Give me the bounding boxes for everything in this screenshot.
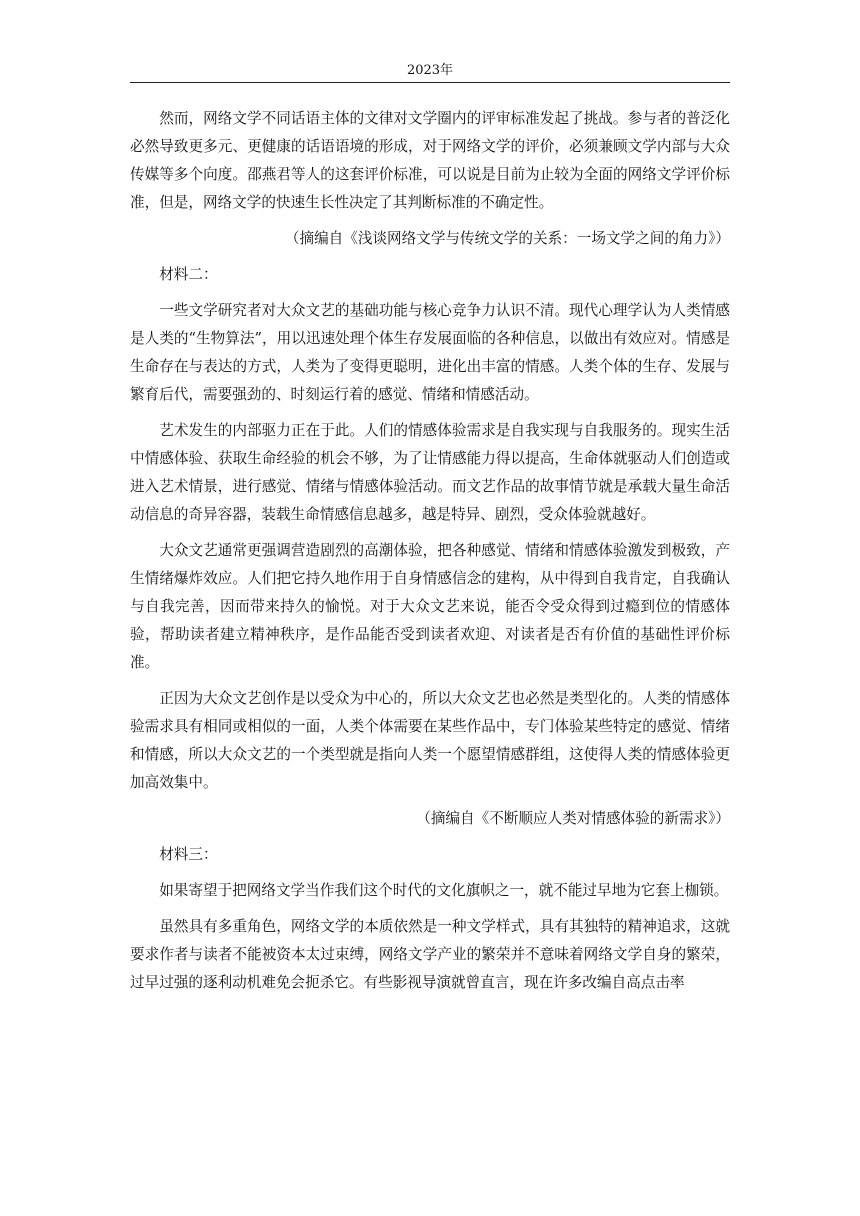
paragraph-3: 艺术发生的内部驱力正在于此。人们的情感体验需求是自我实现与自我服务的。现实生活中情感体验、获取生命经验的机会不够，为了让情感能力得以提高，生命体就驱动人们创造或进入艺术情景，进行感觉、情绪与情感体验活动。而文艺作品的故事情节就是承载大量生命活动信息的奇异容器，装载生命情感信息越多，越是特异、剧烈，受众体验就越好。 — [130, 422, 730, 523]
paragraph-7: 虽然具有多重角色，网络文学的本质依然是一种文学样式，具有其独特的精神追求，这就要求作者与读者不能被资本太过束缚，网络文学产业的繁荣并不意味着网络文学自身的繁荣，过早过强的逐利动机难免会扼杀它。有些影视导演就曾直言，现在许多改编自高点击率 — [130, 918, 730, 991]
source-citation-2: （摘编自《不断顺应人类对情感体验的新需求》） — [416, 810, 730, 827]
paragraph-4: 大众文艺通常更强调营造剧烈的高潮体验，把各种感觉、情绪和情感体验激发到极致，产生情绪爆炸效应。人们把它持久地作用于自身情感信念的建构，从中得到自我肯定，自我确认与自我完善，因而带来持久的愉悦。对于大众文艺来说，能否令受众得到过瘾到位的情感体验，帮助读者建立精神秩序，是作品能否受到读者欢迎、对读者是否有价值的基础性评价标准。 — [130, 542, 730, 671]
section-label-material-2: 材料二： — [159, 266, 218, 283]
paragraph-2: 一些文学研究者对大众文艺的基础功能与核心竞争力认识不清。现代心理学认为人类情感是人类的“生物算法”，用以迅速处理个体生存发展面临的各种信息，以做出有效应对。情感是生命存在与表达的方式，人类为了变得更聪明，进化出丰富的情感。人类个体的生存、发展与繁育后代，需要强劲的、时刻运行着的感觉、情绪和情感活动。 — [130, 302, 730, 403]
document-body — [130, 105, 730, 997]
header-divider — [130, 82, 730, 83]
source-citation-1: （摘编自《浅谈网络文学与传统文学的关系：一场文学之间的角力》） — [284, 230, 730, 247]
section-label-material-3: 材料三： — [159, 846, 218, 863]
page-header-year: 2023年 — [406, 63, 454, 78]
paragraph-1: 然而，网络文学不同话语主体的文律对文学圈内的评审标准发起了挑战。参与者的普泛化必然导致更多元、更健康的话语语境的形成，对于网络文学的评价，必须兼顾文学内部与大众传媒等多个向度。邵燕君等人的这套评价标准，可以说是目前为止较为全面的网络文学评价标准，但是，网络文学的快速生长性决定了其判断标准的不确定性。 — [130, 110, 730, 211]
paragraph-5: 正因为大众文艺创作是以受众为中心的，所以大众文艺也必然是类型化的。人类的情感体验需求具有相同或相似的一面，人类个体需要在某些作品中，专门体验某些特定的感觉、情绪和情感，所以大众文艺的一个类型就是指向人类一个愿望情感群组，这使得人类的情感体验更加高效集中。 — [130, 690, 730, 791]
paragraph-6: 如果寄望于把网络文学当作我们这个时代的文化旗帜之一，就不能过早地为它套上枷锁。 — [159, 882, 729, 899]
